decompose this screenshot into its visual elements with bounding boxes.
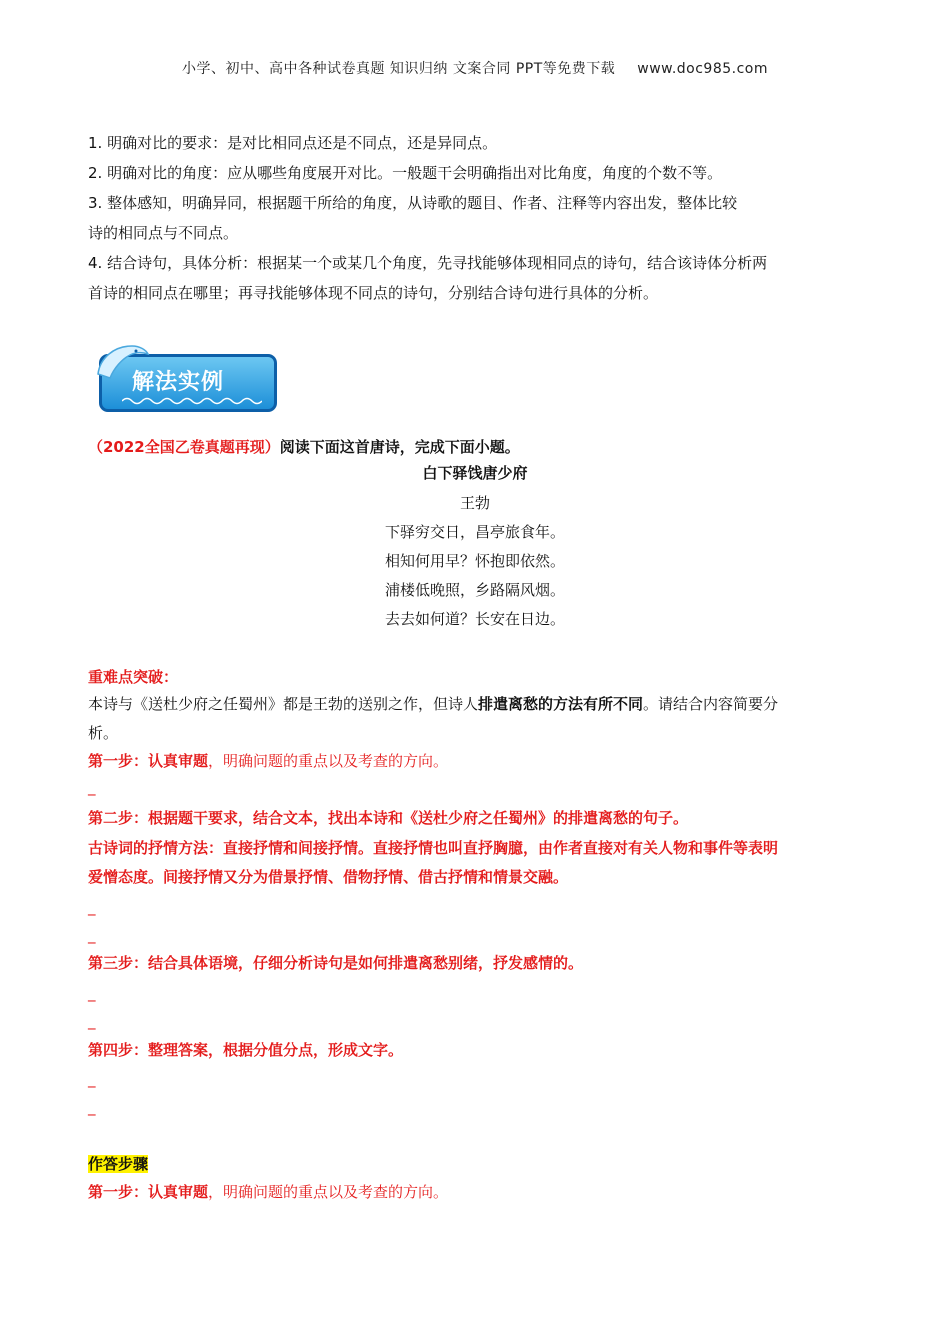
banner-title: 解法实例	[132, 370, 225, 395]
step1-text: ，明确问题的重点以及考查的方向。	[208, 752, 449, 770]
step-item: 3. 整体感知，明确异同，根据题干所给的角度，从诗歌的题目、作者、注释等内容出发，整体比较	[88, 194, 738, 212]
question-emphasis: 排遣离愁的方法有所不同	[478, 695, 644, 713]
answer-step1	[88, 1177, 868, 1207]
analysis-step2: 第二步：根据题干要求，结合文本，找出本诗和《送杜少府之任蜀州》的排遣离愁的句子。	[88, 809, 689, 827]
analysis-question-end: 析。	[88, 724, 119, 742]
step-item: 2. 明确对比的角度：应从哪些角度展开对比。一般题干会明确指出对比角度，角度的个数不等。	[88, 164, 723, 182]
wave-icon	[122, 396, 262, 406]
poem-line: 相知何用早？怀抱即依然。	[384, 552, 565, 570]
step-item: 诗的相同点与不同点。	[88, 224, 239, 242]
step-item: 1. 明确对比的要求：是对比相同点还是不同点，还是异同点。	[88, 134, 498, 152]
poem-line: 去去如何道？长安在日边。	[384, 610, 565, 628]
poem-author: 王勃	[459, 494, 490, 512]
poem-title: 白下驿饯唐少府	[422, 464, 528, 482]
blank-line: _	[88, 1098, 96, 1116]
analysis-step4: 第四步：整理答案，根据分值分点，形成文字。	[88, 1041, 404, 1059]
analysis-question	[88, 689, 868, 719]
page-header	[0, 58, 950, 78]
step-item: 首诗的相同点在哪里；再寻找能够体现不同点的诗句，分别结合诗句进行具体的分析。	[88, 284, 659, 302]
blank-line: _	[88, 898, 96, 916]
header-text: 小学、初中、高中各种试卷真题 知识归纳 文案合同 PPT等免费下载	[181, 61, 616, 77]
answer-step1-label: 第一步：认真审题	[88, 1183, 209, 1201]
question-part: 本诗与《送杜少府之任蜀州》都是王勃的送别之作，但诗人	[88, 695, 479, 713]
step-item: 4. 结合诗句，具体分析：根据某一个或某几个角度，先寻找能够体现相同点的诗句，结合该诗体分析两	[88, 254, 768, 272]
answer-heading: 作答步骤	[88, 1155, 149, 1173]
blank-line: _	[88, 984, 96, 1002]
blank-line: _	[88, 926, 96, 944]
header-site: www.doc985.com	[637, 61, 769, 77]
poem-line: 浦楼低晚照，乡路隔风烟。	[384, 581, 565, 599]
steps-list	[88, 128, 868, 308]
method-text: 爱憎态度。间接抒情又分为借景抒情、借物抒情、借古抒情和情景交融。	[88, 868, 569, 886]
analysis-step3: 第三步：结合具体语境，仔细分析诗句是如何排遣离愁别绪，抒发感情的。	[88, 954, 584, 972]
example-source: （2022全国乙卷真题再现）	[88, 438, 280, 456]
analysis-heading: 重难点突破：	[88, 668, 179, 686]
step1-label: 第一步：认真审题	[88, 752, 209, 770]
answer-heading-row	[88, 1149, 868, 1179]
analysis-step1	[88, 746, 868, 776]
question-part: 。请结合内容简要分	[643, 695, 779, 713]
example-heading	[88, 432, 868, 462]
blank-line: _	[88, 1012, 96, 1030]
poem-line: 下驿穷交日，昌亭旅食年。	[384, 523, 565, 541]
blank-line: _	[88, 778, 96, 796]
section-banner	[92, 340, 282, 418]
method-text: 古诗词的抒情方法：直接抒情和间接抒情。直接抒情也叫直抒胸臆，由作者直接对有关人物和事件等表明	[88, 839, 779, 857]
blank-line: _	[88, 1070, 96, 1088]
answer-step1-text: ，明确问题的重点以及考查的方向。	[208, 1183, 449, 1201]
example-instruction: 阅读下面这首唐诗，完成下面小题。	[279, 438, 520, 456]
